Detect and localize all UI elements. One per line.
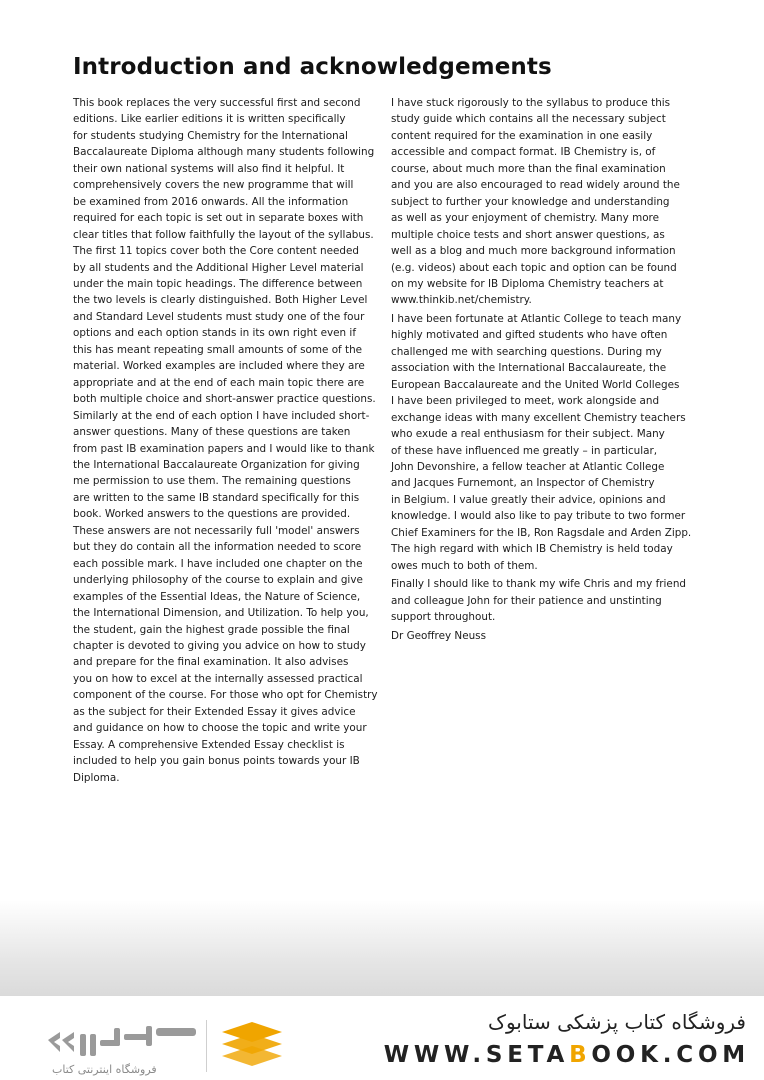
- text-line: owes much to both of them.: [391, 559, 538, 572]
- text-line: association with the International Baccalaureate, the: [391, 362, 667, 375]
- text-line: well as a blog and much more background information: [391, 245, 676, 258]
- text-line: I have stuck rigorously to the syllabus to produce this: [391, 97, 671, 109]
- text-line: component of the course. For those who opt for Chemistry: [73, 689, 378, 702]
- text-line: clear titles that follow faithfully the layout of the syllabus.: [73, 228, 374, 241]
- text-line: both multiple choice and short-answer practice questions.: [73, 393, 376, 406]
- text-line: exchange ideas with many excellent Chemistry teachers: [391, 411, 686, 424]
- text-line: These answers are not necessarily full 'model' answers: [73, 524, 360, 537]
- text-line: (e.g. videos) about each topic and option can be found: [391, 261, 677, 274]
- store-url-link[interactable]: [384, 1042, 750, 1068]
- text-line: I have been fortunate at Atlantic College to teach many: [391, 312, 682, 325]
- text-line: I have been privileged to meet, work alongside and: [391, 395, 660, 408]
- text-line: highly motivated and gifted students who have often: [391, 329, 668, 342]
- text-line: options and each option stands in its own right even if: [73, 327, 356, 340]
- text-line: chapter is devoted to giving you advice on how to study: [73, 639, 366, 652]
- text-line: their own national systems will also find it helpful. It: [73, 162, 345, 175]
- text-line: by all students and the Additional Higher Level material: [73, 261, 364, 274]
- text-line: in Belgium. I value greatly their advice, opinions and: [391, 493, 666, 506]
- text-line: comprehensively covers the new programme that will: [73, 179, 354, 192]
- book-stack-icon: [222, 1022, 282, 1066]
- text-line: Similarly at the end of each option I have included short-: [73, 409, 370, 422]
- text-line: study guide which contains all the necessary subject: [391, 113, 666, 126]
- text-line: Diploma.: [73, 771, 120, 784]
- text-line: each possible mark. I have included one chapter on the: [73, 557, 363, 570]
- text-line: and guidance on how to choose the topic and write your: [73, 722, 367, 735]
- text-line: for students studying Chemistry for the International: [73, 129, 348, 142]
- text-line: required for each topic is set out in separate boxes with: [73, 212, 364, 225]
- text-line: Baccalaureate Diploma although many students following: [73, 146, 375, 159]
- text-line: this has meant repeating small amounts of some of the: [73, 343, 363, 356]
- text-line: from past IB examination papers and I would like to thank: [73, 442, 375, 455]
- intro-paragraph: [73, 95, 378, 786]
- text-line: multiple choice tests and short answer questions, as: [391, 228, 665, 241]
- url-part-2: OOK.COM: [591, 1042, 750, 1068]
- text-line: but they do contain all the information needed to score: [73, 541, 362, 554]
- text-line: the two levels is clearly distinguished. Both Higher Level: [73, 294, 368, 307]
- text-line: accessible and compact format. IB Chemistry is, of: [391, 146, 656, 159]
- text-line: be examined from 2016 onwards. All the information: [73, 195, 349, 208]
- text-line: who exude a real enthusiasm for their subject. Many: [391, 428, 665, 441]
- text-line: Chief Examiners for the IB, Ron Ragsdale and Arden Zipp.: [391, 526, 692, 539]
- logo-wordmark-icon: [48, 1026, 196, 1056]
- text-line: This book replaces the very successful first and second: [73, 97, 361, 109]
- store-name: فروشگاه کتاب پزشکی ستابوک: [488, 1010, 746, 1034]
- text-line: knowledge. I would also like to pay tribute to two former: [391, 510, 686, 523]
- right-column: [391, 95, 701, 644]
- url-accent-letter: B: [569, 1042, 592, 1068]
- text-line: appropriate and at the end of each main topic there are: [73, 376, 365, 389]
- left-column: [73, 95, 378, 786]
- text-line: are written to the same IB standard specifically for this: [73, 491, 360, 504]
- acknowledgement-paragraph: [391, 311, 701, 574]
- author-signature: Dr Geoffrey Neuss: [391, 629, 487, 642]
- page-title: Introduction and acknowledgements: [73, 54, 552, 80]
- text-line: examples of the Essential Ideas, the Nature of Science,: [73, 590, 361, 603]
- text-line: the student, gain the highest grade possible the final: [73, 623, 350, 636]
- text-line: Essay. A comprehensive Extended Essay checklist is: [73, 738, 345, 751]
- text-line: and you are also encouraged to read widely around the: [391, 179, 680, 192]
- text-line: The high regard with which IB Chemistry is held today: [391, 543, 673, 556]
- text-line: The first 11 topics cover both the Core content needed: [73, 245, 359, 258]
- text-line: the International Baccalaureate Organization for giving: [73, 458, 360, 471]
- text-line: and Standard Level students must study one of the four: [73, 310, 365, 323]
- text-line: underlying philosophy of the course to explain and give: [73, 574, 363, 587]
- text-line: and prepare for the final examination. It also advises: [73, 656, 349, 669]
- text-line: you on how to excel at the internally assessed practical: [73, 672, 363, 685]
- thanks-paragraph: [391, 576, 701, 625]
- syllabus-paragraph: [391, 95, 701, 309]
- text-line: European Baccalaureate and the United World Colleges: [391, 378, 680, 391]
- text-line: and colleague John for their patience and unstinting: [391, 594, 662, 607]
- text-line: www.thinkib.net/chemistry.: [391, 294, 532, 307]
- text-line: answer questions. Many of these questions are taken: [73, 426, 351, 439]
- logo-tagline: فروشگاه اینترنتی کتاب: [52, 1063, 157, 1076]
- text-line: Finally I should like to thank my wife Chris and my friend: [391, 578, 687, 591]
- text-line: the International Dimension, and Utilization. To help you,: [73, 607, 369, 620]
- url-part-1: WWW.SETA: [383, 1042, 570, 1068]
- text-line: subject to further your knowledge and understanding: [391, 195, 670, 208]
- text-line: course, about much more than the final examination: [391, 162, 666, 175]
- text-line: as the subject for their Extended Essay it gives advice: [73, 705, 356, 718]
- text-line: content required for the examination in one easily: [391, 129, 653, 142]
- text-line: editions. Like earlier editions it is written specifically: [73, 113, 346, 126]
- text-line: book. Worked answers to the questions are provided.: [73, 508, 351, 521]
- text-line: John Devonshire, a fellow teacher at Atlantic College: [391, 460, 665, 473]
- text-line: material. Worked examples are included where they are: [73, 360, 365, 373]
- text-line: included to help you gain bonus points towards your IB: [73, 755, 360, 768]
- text-line: under the main topic headings. The difference between: [73, 277, 363, 290]
- text-line: of these have influenced me greatly – in particular,: [391, 444, 658, 457]
- text-line: on my website for IB Diploma Chemistry teachers at: [391, 277, 664, 290]
- text-line: as well as your enjoyment of chemistry. Many more: [391, 212, 659, 225]
- text-line: support throughout.: [391, 611, 496, 624]
- text-line: challenged me with searching questions. During my: [391, 345, 662, 358]
- text-line: me permission to use them. The remaining questions: [73, 475, 351, 488]
- text-line: and Jacques Furnemont, an Inspector of Chemistry: [391, 477, 655, 490]
